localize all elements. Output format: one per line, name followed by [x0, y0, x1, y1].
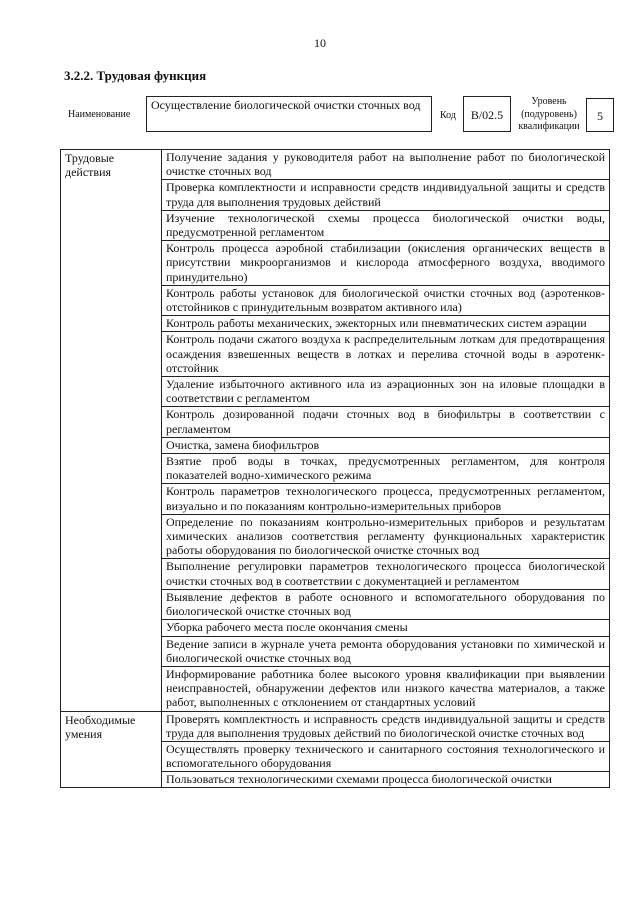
- name-label: Наименование: [68, 109, 131, 120]
- table-cell: Контроль работы установок для биологической очистки сточных вод (аэротенков-отстойников с принудительным возвратом активного ила): [162, 285, 610, 315]
- table-cell: Определение по показаниям контрольно-измерительных приборов и результатам химических анализов соответствия регламенту функциональных характеристик работы оборудования по биологической очистке сточных вод: [162, 514, 610, 559]
- table-cell: Ведение записи в журнале учета ремонта оборудования установки по химической и биологической очистке сточных вод: [162, 636, 610, 666]
- table-cell: Очистка, замена биофильтров: [162, 437, 610, 453]
- table-cell: Контроль процесса аэробной стабилизации (окисления органических веществ в присутствии микроорганизмов и кислорода атмосферного воздуха, вводимого принудительно): [162, 241, 610, 286]
- table-cell: Осуществлять проверку технического и санитарного состояния технологического и вспомогательного оборудования: [162, 741, 610, 771]
- name-value: Осуществление биологической очистки сточных вод: [146, 96, 432, 132]
- table-cell: Изучение технологической схемы процесса биологической очистки воды, предусмотренной регламентом: [162, 210, 610, 240]
- required-skills-label: Необходимые умения: [61, 711, 162, 788]
- labor-actions-label: Трудовые действия: [61, 150, 162, 712]
- level-value: 5: [586, 98, 614, 132]
- table-cell: Информирование работника более высокого уровня квалификации при выявлении неисправностей, обнаружении дефектов или низкого качества материалов, а также работ, выполненных с отклонением от стандартных условий: [162, 666, 610, 711]
- table-cell: Выполнение регулировки параметров технологического процесса биологической очистки сточных вод в соответствии с документацией и регламентом: [162, 559, 610, 589]
- table-cell: Уборка рабочего места после окончания смены: [162, 620, 610, 636]
- section-title: 3.2.2. Трудовая функция: [64, 68, 207, 83]
- table-cell: Получение задания у руководителя работ на выполнение работ по биологической очистке сточных вод: [162, 150, 610, 180]
- function-header: [64, 96, 616, 136]
- level-label: Уровень (подуровень) квалификации: [518, 96, 580, 132]
- page-number: 10: [314, 36, 326, 50]
- table-cell: [162, 772, 610, 788]
- table-cell: Контроль работы механических, эжекторных или пневматических систем аэрации: [162, 316, 610, 332]
- table-cell: Проверка комплектности и исправности средств индивидуальной защиты и средств труда для выполнения трудовых действий: [162, 180, 610, 210]
- table-cell: Контроль подачи сжатого воздуха к распределительным лоткам для предотвращения осаждения взвешенных веществ в лотках и перелива сточной воды в аэротенк-отстойник: [162, 332, 610, 377]
- table-row: [61, 150, 610, 180]
- table-cell: Контроль дозированной подачи сточных вод в биофильтры в соответствии с регламентом: [162, 407, 610, 437]
- table-cell: Выявление дефектов в работе основного и вспомогательного оборудования по биологической очистке сточных вод: [162, 589, 610, 619]
- table-cell: Удаление избыточного активного ила из аэрационных зон на иловые площадки в соответствии с регламентом: [162, 377, 610, 407]
- table-cell-text: Пользоваться технологическими схемами процесса биологической очистки: [166, 772, 552, 787]
- function-table: [60, 149, 610, 788]
- table-cell: Взятие проб воды в точках, предусмотренных регламентом, для контроля показателей водно-химического режима: [162, 454, 610, 484]
- code-label: Код: [440, 110, 456, 121]
- table-cell: Проверять комплектность и исправность средств индивидуальной защиты и средств труда для выполнения трудовых действий по биологической очистке сточных вод: [162, 711, 610, 741]
- table-cell: Контроль параметров технологического процесса, предусмотренных регламентом, визуально и по показаниям контрольно-измерительных приборов: [162, 484, 610, 514]
- table-row: [61, 711, 610, 741]
- code-value: В/02.5: [463, 96, 511, 132]
